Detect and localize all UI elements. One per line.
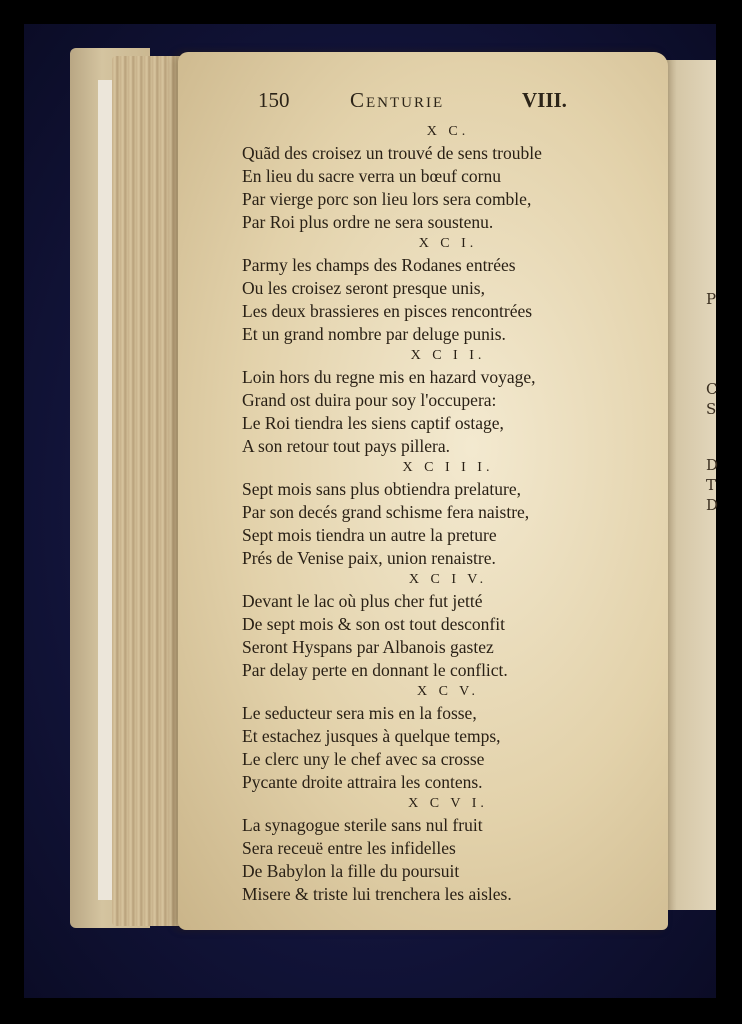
facing-page-letter: P: [706, 290, 717, 308]
facing-page-letter: D: [706, 496, 719, 514]
verse-line: Misere & triste lui trenchera les aisles.: [242, 884, 512, 904]
quatrain: [236, 570, 636, 682]
verse-line: Et un grand nombre par deluge punis.: [242, 324, 506, 344]
quatrain-number: X C V I.: [408, 796, 488, 811]
quatrain: [236, 234, 636, 346]
verse-line: Parmy les champs des Rodanes entrées: [242, 255, 516, 275]
quatrain: [236, 682, 636, 794]
quatrain: [236, 122, 636, 234]
verse-line: Quãd des croisez un trouvé de sens trouble: [242, 143, 542, 163]
verse-line: Ou les croisez seront presque unis,: [242, 278, 485, 298]
quatrain-number: X C.: [426, 124, 470, 139]
verse-line: Sept mois sans plus obtiendra prelature,: [242, 479, 521, 499]
verse-line: Le seducteur sera mis en la fosse,: [242, 703, 477, 723]
verse-line: Le clerc uny le chef avec sa crosse: [242, 749, 485, 769]
quatrain-number: X C V.: [416, 684, 479, 699]
facing-page-letter: S: [706, 400, 717, 418]
verse-line: Et estachez jusques à quelque temps,: [242, 726, 501, 746]
quatrain-number: X C I I.: [410, 348, 486, 363]
verse-line: Par Roi plus ordre ne sera soustenu.: [242, 212, 494, 232]
century-number: VIII.: [522, 88, 567, 112]
quatrain-number: X C I.: [418, 236, 478, 251]
verse-line: Par son decés grand schisme fera naistre,: [242, 502, 530, 522]
verse-line: Sera receuë entre les infidelles: [242, 838, 456, 858]
quatrain: [236, 458, 636, 570]
quatrain-number: X C I V.: [408, 572, 488, 587]
verse-line: Pycante droite attraira les contens.: [242, 772, 483, 792]
quatrain-number: X C I I I.: [402, 460, 494, 475]
quatrain: [236, 346, 636, 458]
verse-line: De Babylon la fille du poursuit: [242, 861, 460, 881]
page-header: [258, 88, 578, 120]
verse-line: En lieu du sacre verra un bœuf cornu: [242, 166, 501, 186]
verse-line: Seront Hyspans par Albanois gastez: [242, 637, 494, 657]
quatrain: [236, 794, 636, 906]
running-title: Centurie: [350, 88, 445, 112]
verse-line: Sept mois tiendra un autre la preture: [242, 525, 497, 545]
verse-line: Par vierge porc son lieu lors sera comble,: [242, 189, 532, 209]
facing-page-letter: T: [706, 476, 717, 494]
facing-page-letter: D: [706, 456, 719, 474]
page-number: 150: [258, 88, 290, 112]
verse-line: Par delay perte en donnant le conflict.: [242, 660, 508, 680]
verse-line: A son retour tout pays pillera.: [242, 436, 451, 456]
verse-line: Prés de Venise paix, union renaistre.: [242, 548, 496, 568]
facing-page-letter: C: [706, 380, 718, 398]
verse-line: De sept mois & son ost tout desconfit: [242, 614, 505, 634]
verse-line: Les deux brassieres en pisces rencontrées: [242, 301, 533, 321]
verse-line: Grand ost duira pour soy l'occupera:: [242, 390, 497, 410]
verse-line: Devant le lac où plus cher fut jetté: [242, 591, 483, 611]
verse-line: Loin hors du regne mis en hazard voyage,: [242, 367, 536, 387]
quatrain-list: [236, 122, 636, 906]
verse-line: Le Roi tiendra les siens captif ostage,: [242, 413, 504, 433]
verse-line: La synagogue sterile sans nul fruit: [242, 815, 483, 835]
